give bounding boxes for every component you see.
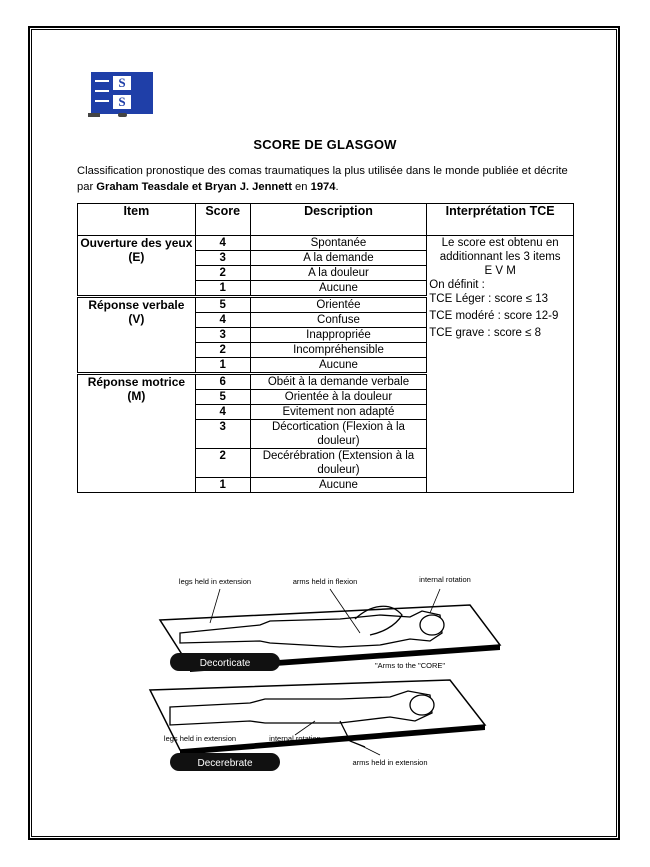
score-cell: 3 (195, 420, 250, 449)
decorticate-legs-label: legs held in extension (178, 577, 252, 586)
intro-paragraph (77, 163, 577, 195)
score-cell: 3 (195, 328, 250, 343)
description-cell: Obéit à la demande verbale (250, 374, 427, 390)
description-cell: Décortication (Flexion à la douleur) (250, 420, 427, 449)
logo-letter-bottom: S (113, 95, 131, 109)
interp-moderate: TCE modéré : score 12-9 (429, 310, 559, 322)
interpretation-cell (427, 236, 574, 493)
description-cell: Confuse (250, 313, 427, 328)
description-cell: A la douleur (250, 266, 427, 281)
intro-year: 1974 (310, 181, 336, 193)
decorticate-head (420, 615, 444, 635)
decerebrate-legs-label: legs held in extension (163, 734, 237, 743)
interp-line3: On définit : (429, 279, 485, 291)
score-cell: 2 (195, 266, 250, 281)
intro-text-3: . (335, 181, 339, 193)
interp-line1: Le score est obtenu en additionnant les 3 items (439, 237, 561, 263)
glasgow-table (77, 203, 574, 493)
item-eyes: Ouverture des yeux (E) (78, 236, 196, 297)
decorticate-badge-text: Decorticate (199, 658, 251, 669)
description-cell: Evitement non adapté (250, 405, 427, 420)
logo (91, 72, 153, 114)
score-cell: 5 (195, 390, 250, 405)
header-item: Item (78, 204, 196, 236)
interp-line2: E V M (484, 265, 516, 277)
decerebrate-arms-label: arms held in extension (352, 758, 428, 767)
item-motor: Réponse motrice (M) (78, 374, 196, 493)
table-header-row (78, 204, 574, 236)
description-cell: A la demande (250, 251, 427, 266)
item-verbal: Réponse verbale (V) (78, 297, 196, 374)
interp-mild: TCE Léger : score ≤ 13 (429, 293, 549, 305)
score-cell: 2 (195, 449, 250, 478)
score-cell: 1 (195, 478, 250, 493)
description-cell: Decérébration (Extension à la douleur) (250, 449, 427, 478)
intro-text: Classification pronostique des comas traumatiques la plus utilisée dans le monde publiée et décrite par (77, 165, 568, 193)
description-cell: Spontanée (250, 236, 427, 251)
decerebrate-rotation-label: internal rotation (269, 734, 321, 743)
score-cell: 4 (195, 236, 250, 251)
description-cell: Aucune (250, 358, 427, 374)
page-title: SCORE DE GLASGOW (253, 137, 397, 152)
decorticate-rotation-label: internal rotation (419, 575, 471, 584)
description-cell: Aucune (250, 478, 427, 493)
description-cell: Orientée à la douleur (250, 390, 427, 405)
header-description: Description (250, 204, 427, 236)
score-cell: 6 (195, 374, 250, 390)
intro-text-2: en (291, 181, 311, 193)
posture-illustration (140, 575, 520, 775)
logo-letter-top: S (113, 76, 131, 90)
decorticate-arms-label: arms held in flexion (292, 577, 358, 586)
score-cell: 2 (195, 343, 250, 358)
intro-authors: Graham Teasdale et Bryan J. Jennett (96, 181, 292, 193)
score-cell: 1 (195, 358, 250, 374)
table-row (78, 236, 574, 251)
score-cell: 4 (195, 313, 250, 328)
header-score: Score (195, 204, 250, 236)
score-cell: 1 (195, 281, 250, 297)
decorticate-core-label: "Arms to the "CORE" (374, 661, 446, 670)
score-cell: 3 (195, 251, 250, 266)
decerebrate-head (410, 695, 434, 715)
description-cell: Inappropriée (250, 328, 427, 343)
description-cell: Orientée (250, 297, 427, 313)
score-cell: 5 (195, 297, 250, 313)
header-interpretation: Interprétation TCE (427, 204, 574, 236)
score-cell: 4 (195, 405, 250, 420)
logo-caption-marks (88, 113, 136, 119)
description-cell: Aucune (250, 281, 427, 297)
description-cell: Incompréhensible (250, 343, 427, 358)
interp-severe: TCE grave : score ≤ 8 (429, 327, 542, 339)
decerebrate-badge-text: Decerebrate (197, 758, 253, 769)
